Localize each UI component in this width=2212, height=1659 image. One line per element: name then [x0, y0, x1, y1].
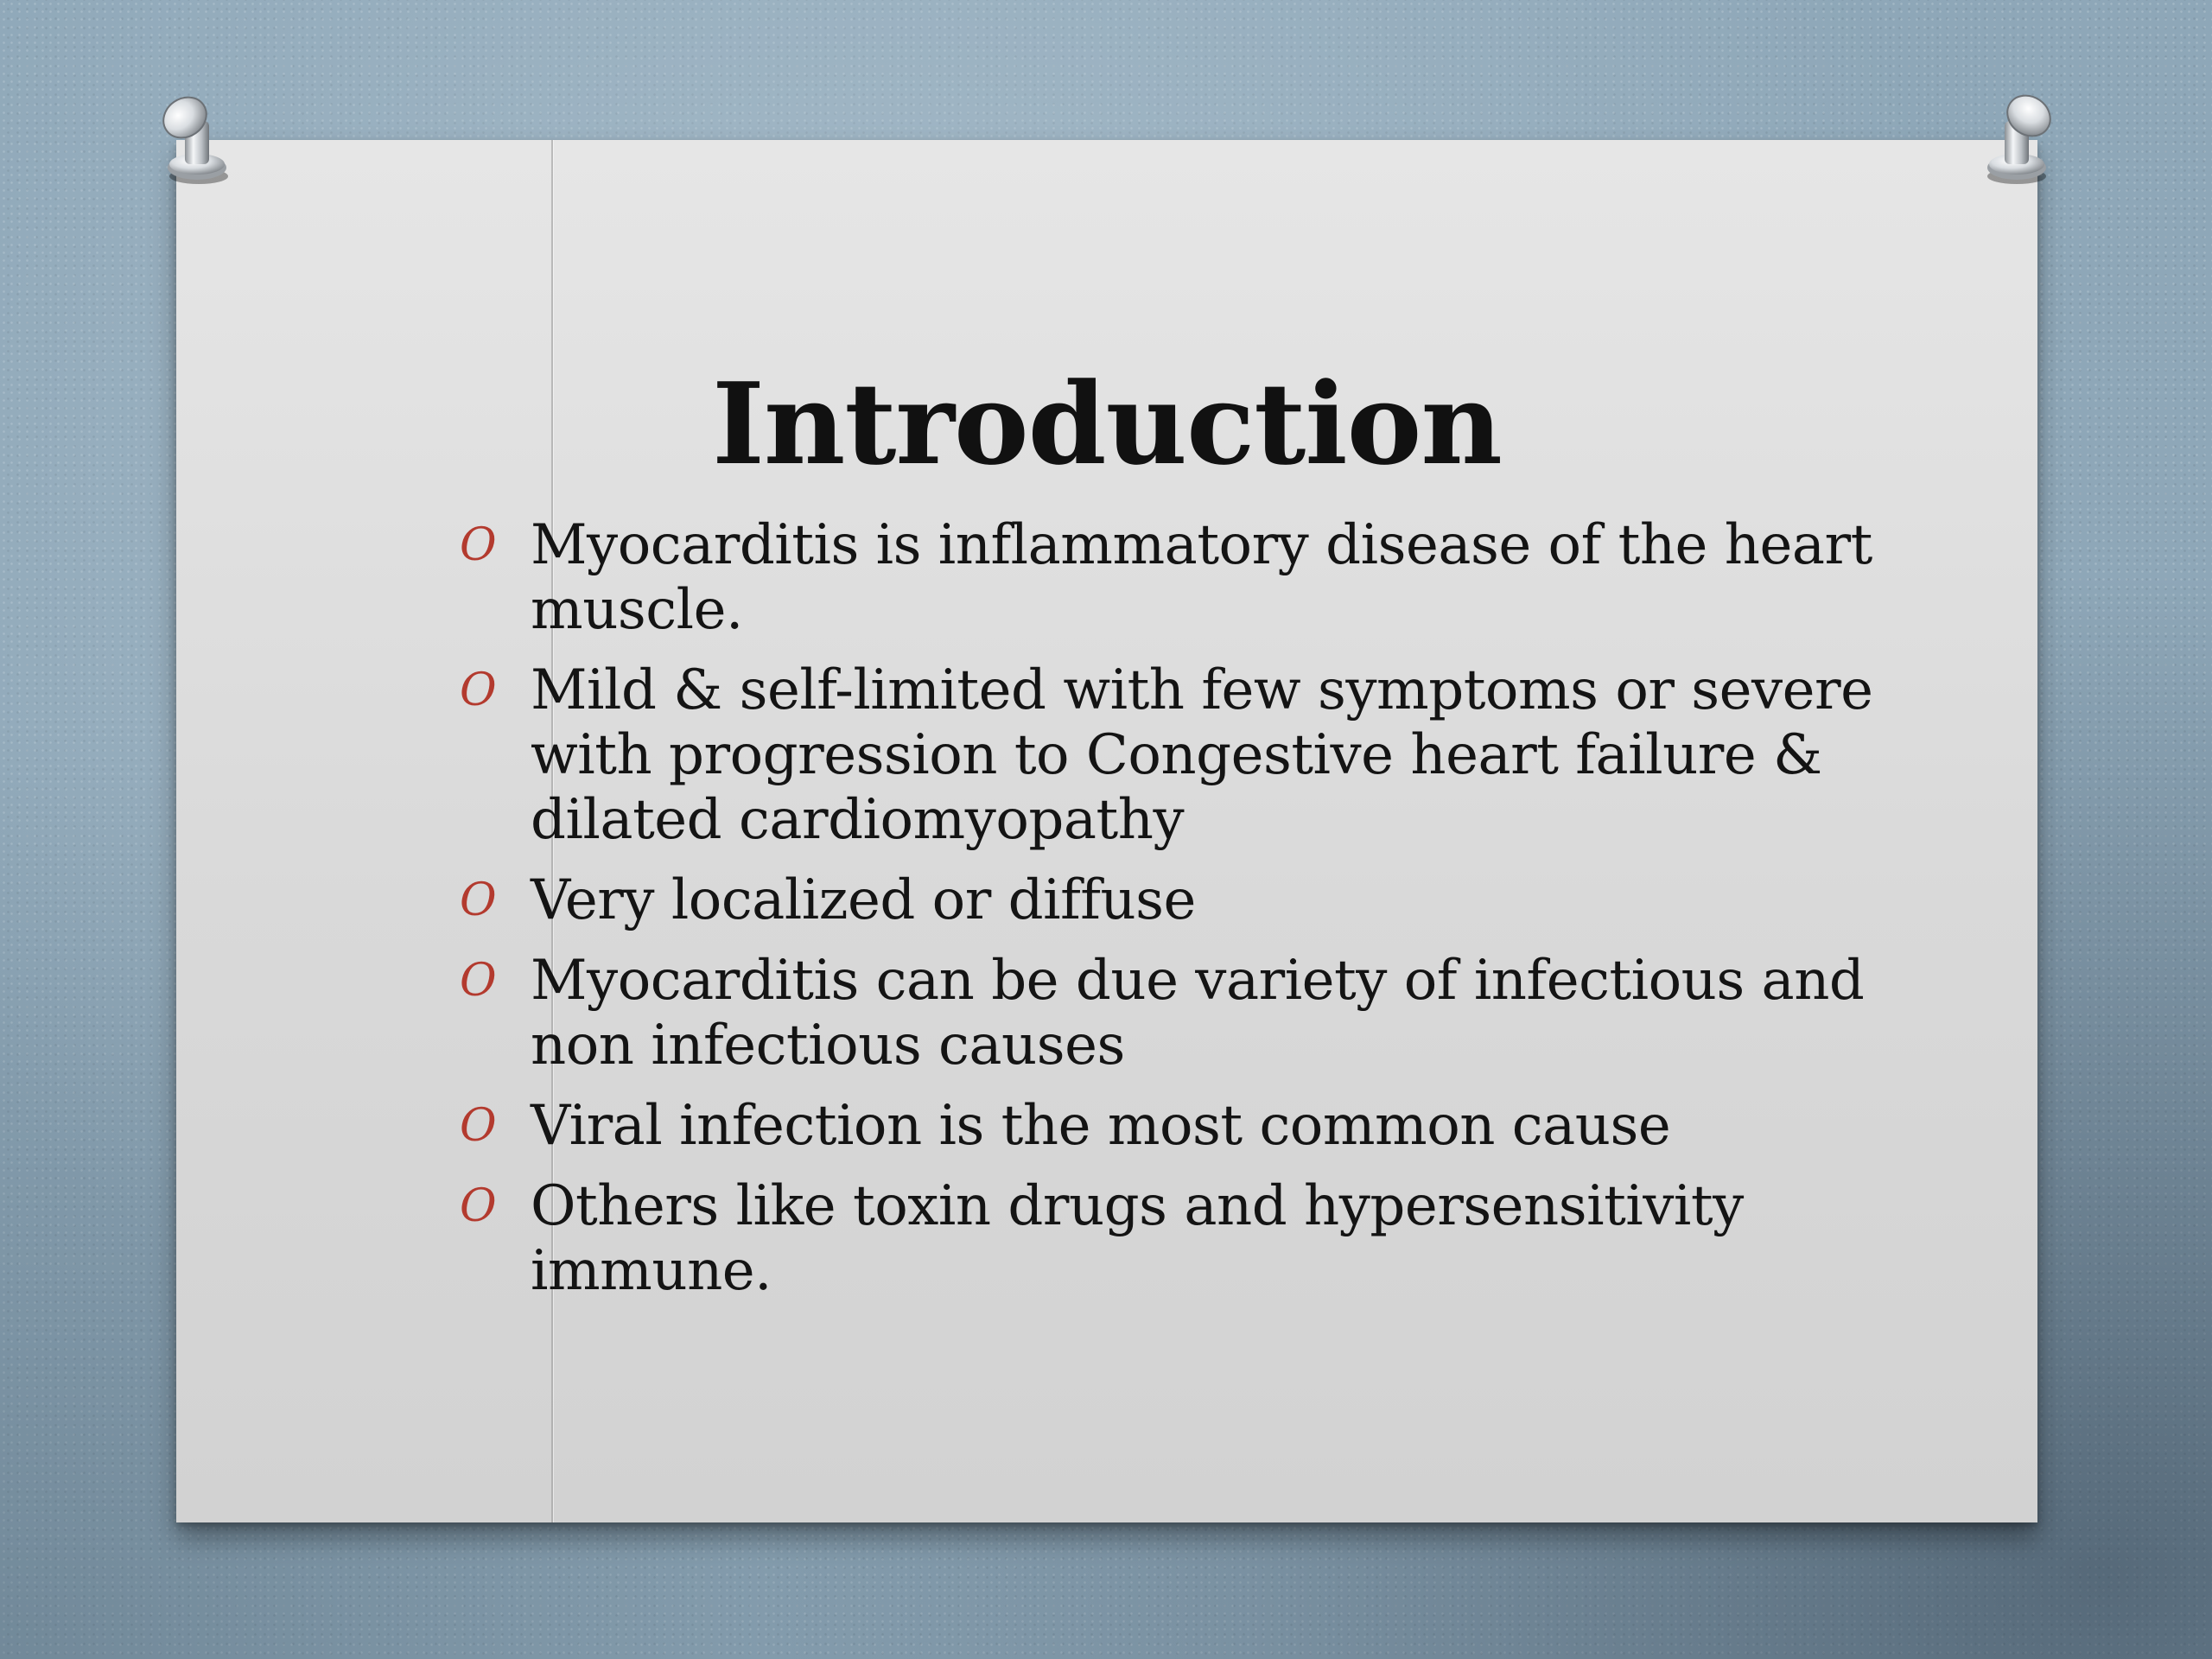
bullet-marker: O [460, 1180, 497, 1232]
list-item [441, 949, 1970, 1078]
bullet-text: Myocarditis can be due variety of infectious and non infectious causes [531, 949, 1865, 1077]
bullet-text: Myocarditis is inflammatory disease of the heart muscle. [531, 513, 1872, 642]
slide-title: Introduction [712, 358, 1502, 491]
slide-paper [176, 140, 2037, 1522]
push-pin-icon [156, 92, 235, 187]
list-item [441, 658, 1970, 853]
list-item [441, 513, 1970, 643]
list-item [441, 1094, 1970, 1159]
bullet-marker: O [460, 874, 497, 926]
bullet-marker: O [460, 955, 497, 1007]
bullet-text: Others like toxin drugs and hypersensitivity immune. [531, 1174, 1744, 1303]
list-item [441, 1174, 1970, 1304]
bullet-text: Viral infection is the most common cause [531, 1094, 1671, 1158]
bullet-text: Mild & self-limited with few symptoms or severe with progression to Congestive heart failure & dilated cardiomyopathy [531, 658, 1873, 852]
bullet-marker: O [460, 664, 497, 716]
list-item [441, 868, 1970, 933]
bullet-marker: O [460, 1100, 497, 1152]
bullet-list [441, 513, 1970, 1319]
bullet-text: Very localized or diffuse [531, 868, 1196, 932]
push-pin-icon [1979, 90, 2058, 185]
bullet-marker: O [460, 519, 497, 571]
